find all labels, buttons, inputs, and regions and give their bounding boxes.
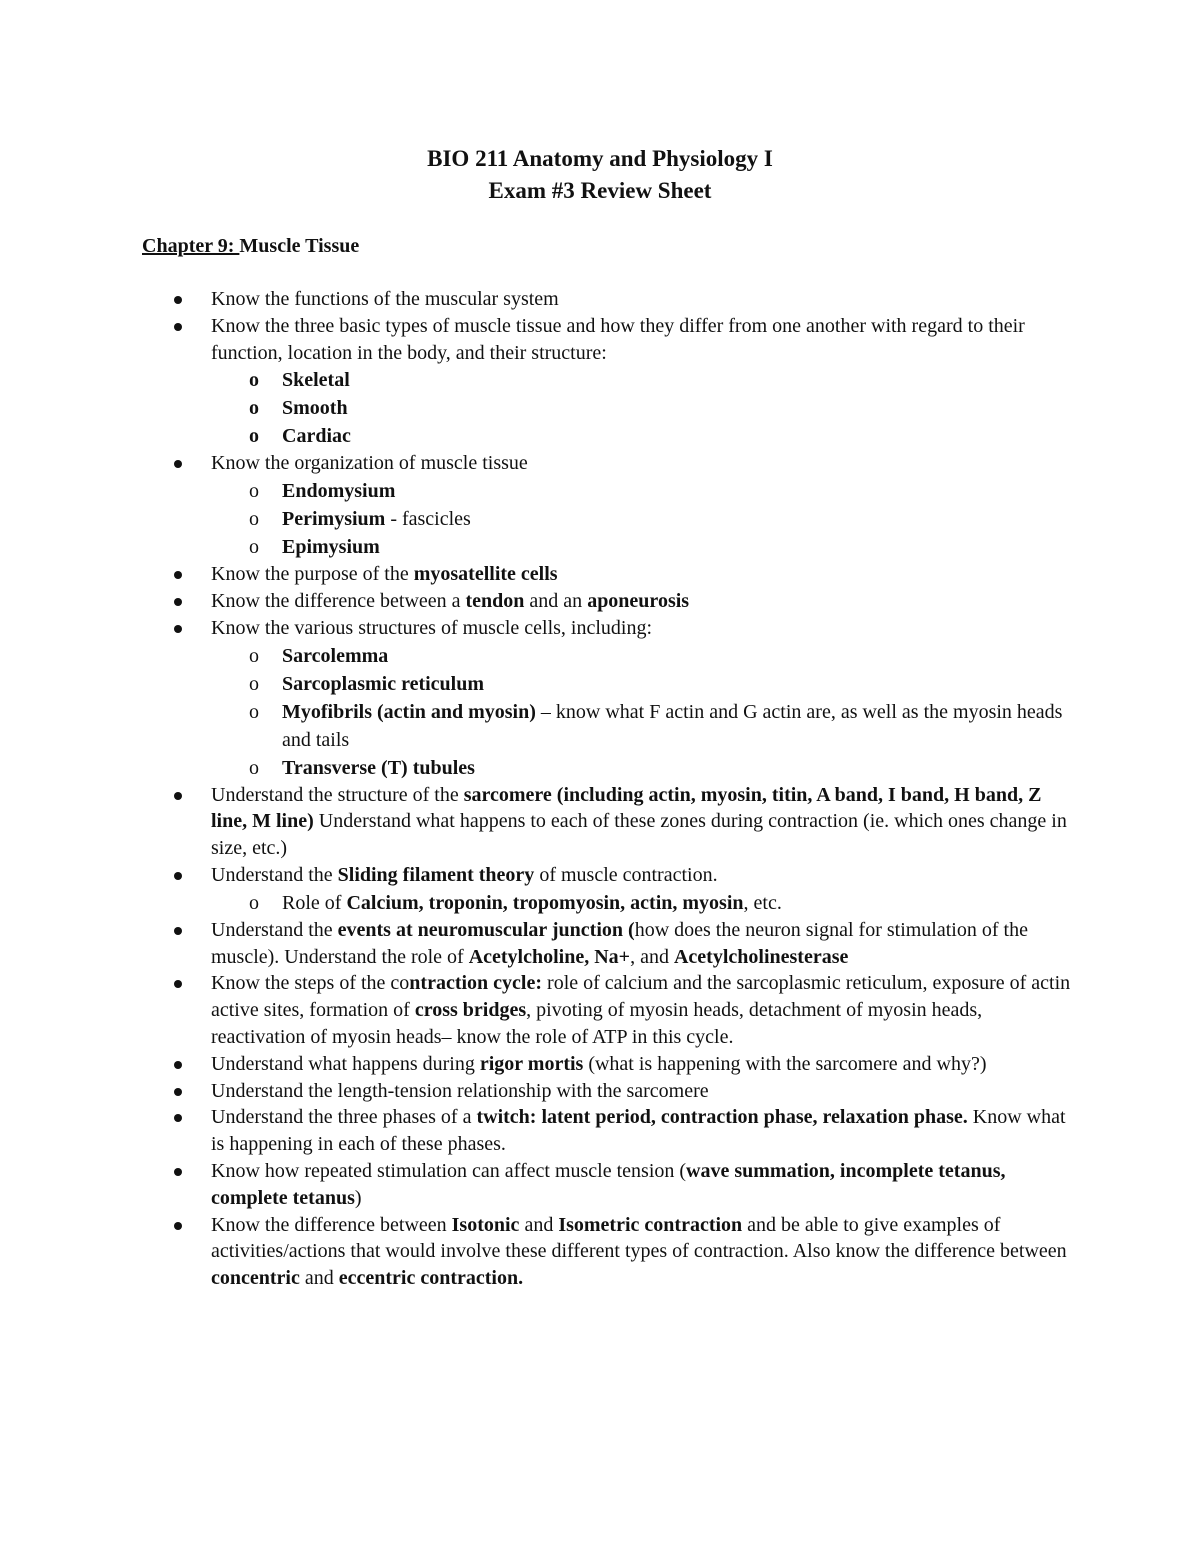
circle-bullet-icon: o (249, 891, 259, 914)
sub-list-item: o Myofibrils (actin and myosin) – know what F actin and G actin are, as well as the myosin heads and tails (0, 698, 1072, 754)
sub-list-item: o Sarcolemma (0, 642, 1072, 670)
bullet-icon (174, 460, 182, 468)
bullet-icon (174, 571, 182, 579)
sub-list-item: o Smooth (0, 394, 1072, 422)
bullet-icon (174, 927, 182, 935)
list-item: Know the purpose of the myosatellite cells (0, 561, 1071, 588)
list-item: Understand the events at neuromuscular junction (how does the neuron signal for stimulation of the muscle). Understand the role of Acetylcholine, Na+, and Acetylcholinesterase (0, 917, 1071, 971)
circle-bullet-icon: o (249, 369, 259, 392)
bullet-icon (174, 1168, 182, 1176)
list-item: Know the organization of muscle tissue (0, 450, 1071, 477)
list-item: Know the various structures of muscle cells, including: (0, 615, 1071, 642)
bullet-icon (174, 1088, 182, 1096)
circle-bullet-icon: o (249, 672, 259, 695)
circle-bullet-icon: o (249, 480, 259, 503)
chapter-label: Chapter 9: (142, 235, 240, 257)
circle-bullet-icon: o (249, 536, 259, 559)
list-item: Understand the structure of the sarcomere (including actin, myosin, titin, A band, I band, H band, Z line, M line) Understand what happens to each of these zones during contraction (ie. which ones change in size, etc.) (0, 782, 1071, 862)
list-item: Know the three basic types of muscle tissue and how they differ from one another with regard to their function, location in the body, and their structure: (0, 313, 1071, 367)
sub-list-item: o Skeletal (0, 366, 1072, 394)
bullet-icon (174, 1222, 182, 1230)
bullet-icon (174, 323, 182, 331)
list-item: Know how repeated stimulation can affect muscle tension (wave summation, incomplete tetanus, complete tetanus) (0, 1158, 1071, 1212)
document-subtitle: Exam #3 Review Sheet (488, 178, 712, 203)
list-item: Know the steps of the contraction cycle: role of calcium and the sarcoplasmic reticulum, exposure of actin active sites, formation of cross bridges, pivoting of myosin heads, detachment of myosin heads, reactivation of myosin heads– know the role of ATP in this cycle. (0, 970, 1071, 1050)
bullet-icon (174, 980, 182, 988)
bullet-icon (174, 598, 182, 606)
bullet-icon (174, 1061, 182, 1069)
bullet-icon (174, 625, 182, 633)
bullet-icon (174, 792, 182, 800)
bullet-icon (174, 1114, 182, 1122)
sub-list-item: o Cardiac (0, 422, 1072, 450)
list-item: Know the difference between a tendon and an aponeurosis (0, 588, 1071, 615)
sub-list-item: o Perimysium - fascicles (0, 505, 1072, 533)
review-list (0, 286, 1200, 1292)
sub-list-item: o Epimysium (0, 533, 1072, 561)
circle-bullet-icon: o (249, 700, 259, 723)
circle-bullet-icon: o (249, 397, 259, 420)
circle-bullet-icon: o (249, 756, 259, 779)
bullet-icon (174, 296, 182, 304)
circle-bullet-icon: o (249, 508, 259, 531)
bullet-icon (174, 872, 182, 880)
chapter-name: Muscle Tissue (239, 235, 360, 257)
sub-list-item: o Sarcoplasmic reticulum (0, 670, 1072, 698)
sub-list-item: o Endomysium (0, 477, 1072, 505)
chapter-heading (142, 232, 359, 260)
list-item: Understand the length-tension relationship with the sarcomere (0, 1078, 1071, 1105)
sub-list-item: o Transverse (T) tubules (0, 754, 1072, 782)
list-item: Understand the Sliding filament theory of muscle contraction. (0, 862, 1071, 889)
list-item: Know the functions of the muscular system (0, 286, 1071, 313)
list-item: Understand what happens during rigor mortis (what is happening with the sarcomere and why?) (0, 1051, 1071, 1078)
list-item: Understand the three phases of a twitch: latent period, contraction phase, relaxation phase. Know what is happening in each of these phases. (0, 1104, 1071, 1158)
list-item: Know the difference between Isotonic and Isometric contraction and be able to give examples of activities/actions that would involve these different types of contraction. Also know the difference between concentric and eccentric contraction. (0, 1212, 1071, 1292)
document-title: BIO 211 Anatomy and Physiology I (427, 146, 773, 171)
circle-bullet-icon: o (249, 425, 259, 448)
circle-bullet-icon: o (249, 644, 259, 667)
sub-list-item: o Role of Calcium, troponin, tropomyosin, actin, myosin, etc. (0, 889, 1072, 917)
